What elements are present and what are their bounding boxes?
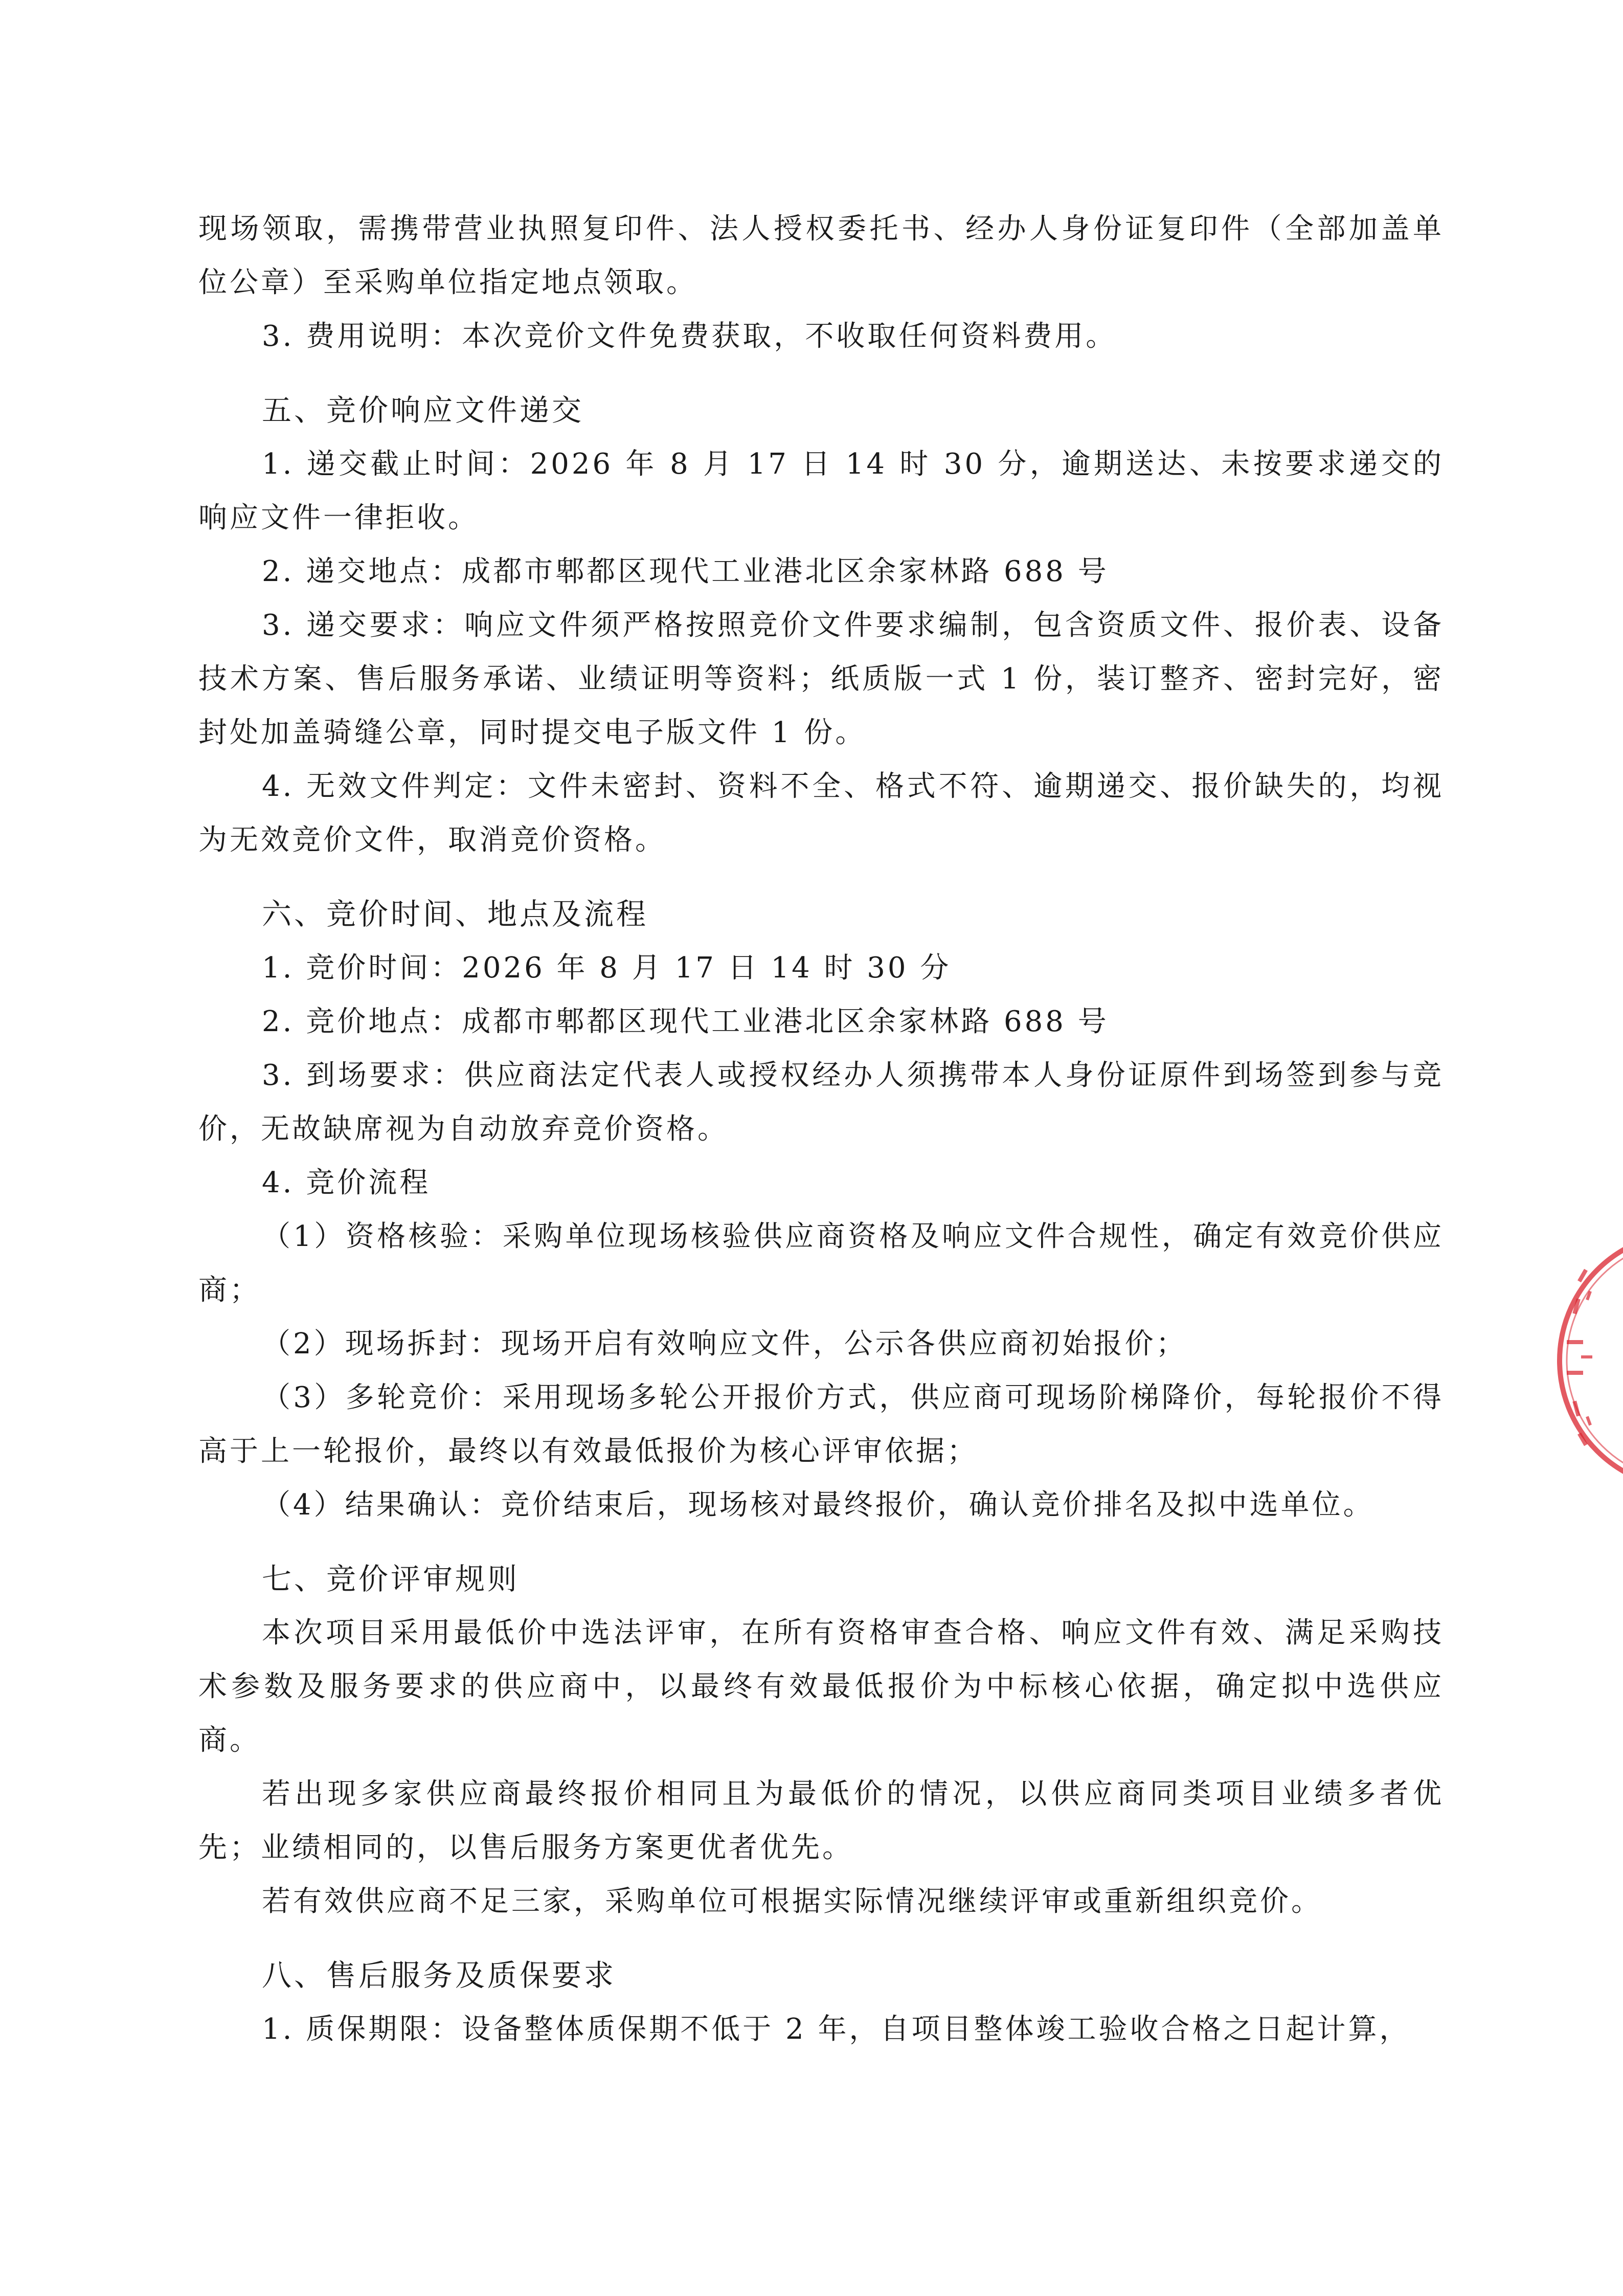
document-body: [198, 202, 1444, 2056]
section-heading: 六、竞价时间、地点及流程: [262, 897, 649, 931]
paragraph: 若出现多家供应商最终报价相同且为最低价的情况，以供应商同类项目业绩多者优先；业绩相同的，以售后服务方案更优者优先。: [198, 1777, 1444, 1864]
paragraph: 4. 竞价流程: [262, 1166, 431, 1199]
paragraph: 3. 到场要求：供应商法定代表人或授权经办人须携带本人身份证原件到场签到参与竞价，无故缺席视为自动放弃竞价资格。: [198, 1059, 1444, 1146]
paragraph: 4. 无效文件判定：文件未密封、资料不全、格式不符、逾期递交、报价缺失的，均视为无效竞价文件，取消竞价资格。: [198, 770, 1444, 857]
partial-seal-stamp: [1544, 1217, 1623, 1504]
section-heading: 七、竞价评审规则: [262, 1562, 520, 1596]
paragraph: 2. 递交地点：成都市郫都区现代工业港北区余家林路 688 号: [262, 555, 1109, 588]
paragraph: （3）多轮竞价：采用现场多轮公开报价方式，供应商可现场阶梯降价，每轮报价不得高于上一轮报价，最终以有效最低报价为核心评审依据；: [198, 1381, 1444, 1468]
paragraph: 若有效供应商不足三家，采购单位可根据实际情况继续评审或重新组织竞价。: [262, 1885, 1322, 1918]
paragraph: 1. 递交截止时间：2026 年 8 月 17 日 14 时 30 分，逾期送达、未按要求递交的响应文件一律拒收。: [198, 448, 1444, 534]
paragraph: 3. 递交要求：响应文件须严格按照竞价文件要求编制，包含资质文件、报价表、设备技术方案、售后服务承诺、业绩证明等资料；纸质版一式 1 份，装订整齐、密封完好，密封处加盖骑缝公章，同时提交电子版文件 1 份。: [198, 609, 1444, 749]
paragraph: 本次项目采用最低价中选法评审，在所有资格审查合格、响应文件有效、满足采购技术参数及服务要求的供应商中，以最终有效最低报价为中标核心依据，确定拟中选供应商。: [198, 1616, 1444, 1757]
paragraph: 2. 竞价地点：成都市郫都区现代工业港北区余家林路 688 号: [262, 1005, 1109, 1038]
paragraph: 3. 费用说明：本次竞价文件免费获取，不收取任何资料费用。: [262, 320, 1117, 353]
paragraph: （4）结果确认：竞价结束后，现场核对最终报价，确认竞价排名及拟中选单位。: [262, 1488, 1374, 1522]
section-heading: 八、售后服务及质保要求: [262, 1958, 617, 1993]
section-heading: 五、竞价响应文件递交: [262, 393, 584, 428]
paragraph: 1. 质保期限：设备整体质保期不低于 2 年，自项目整体竣工验收合格之日起计算，: [262, 2013, 1411, 2046]
paragraph: 1. 竞价时间：2026 年 8 月 17 日 14 时 30 分: [262, 951, 952, 985]
paragraph: 现场领取，需携带营业执照复印件、法人授权委托书、经办人身份证复印件（全部加盖单位公章）至采购单位指定地点领取。: [198, 212, 1444, 299]
paragraph: （1）资格核验：采购单位现场核验供应商资格及响应文件合规性，确定有效竞价供应商；: [198, 1220, 1444, 1307]
paragraph: （2）现场拆封：现场开启有效响应文件，公示各供应商初始报价；: [262, 1327, 1187, 1361]
